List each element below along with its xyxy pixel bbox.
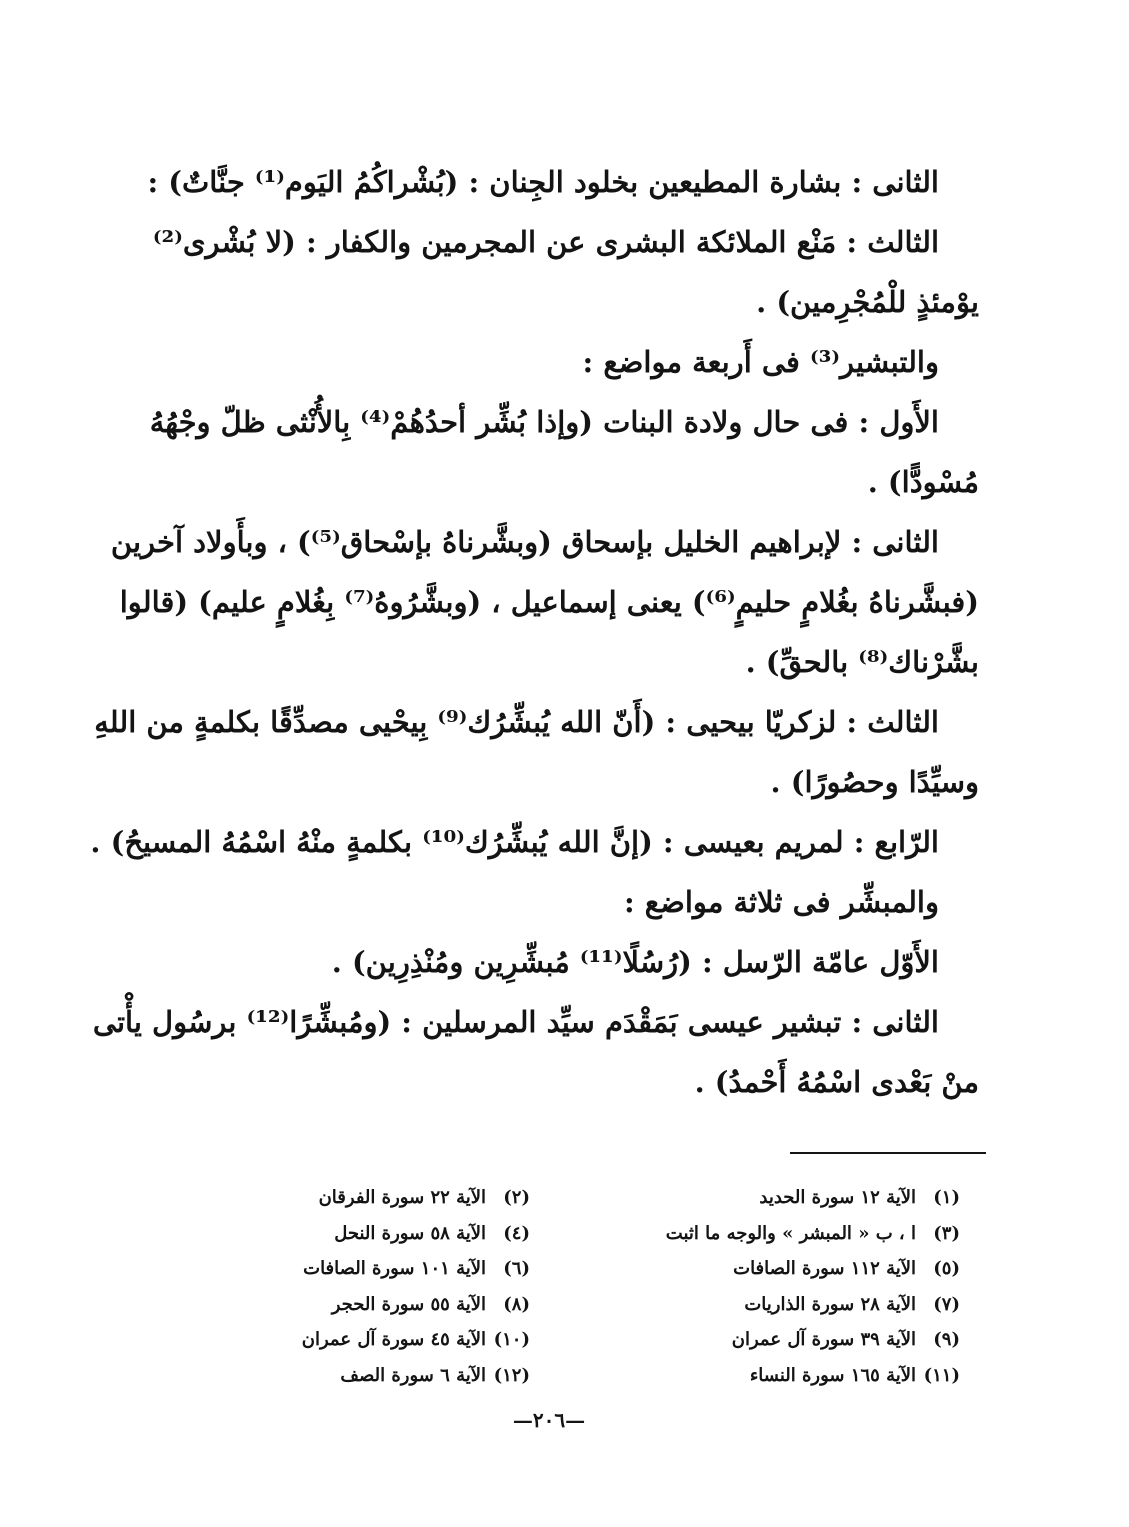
footnote [570,1180,960,1216]
footnote-number: (١٢) [493,1364,530,1386]
footnote [210,1251,530,1287]
footnote-text: الآية ٥٨ سورة النحل [334,1222,486,1244]
page-number: —٢٠٦— [512,1408,586,1432]
footnote-text: الآية ٤٥ سورة آل عمران [301,1329,486,1350]
footnote-separator [790,1152,986,1154]
footnote-number: (٢) [503,1187,530,1208]
text-line: الثانى : بشارة المطيعين بخلود الجِنان : (بُشْراكُمُ اليَوم⁽¹⁾ جنَّاتٌ) : [147,165,939,199]
footnote-text: الآية ٥٥ سورة الحجر [331,1293,486,1315]
text-line: الثالث : مَنْع الملائكة البشرى عن المجرمين والكفار : (لا بُشْرى⁽²⁾ [152,225,939,259]
text-line: مُسْودًّا) . [867,465,979,499]
footnote [210,1287,530,1323]
footnote [570,1216,960,1252]
footnote-text: الآية ١٢ سورة الحديد [759,1187,916,1208]
footnote [210,1216,530,1252]
text-line: الثالث : لزكريّا بيحيى : (أَنّ الله يُبشِّرُك⁽⁹⁾ بِيحْيى مصدِّقًا بكلمةٍ من اللهِ [94,705,939,739]
footnote-text: الآية ٦ سورة الصف [340,1364,486,1386]
main-text [90,152,979,1112]
footnote-text: الآية ١٠١ سورة الصافات [303,1258,486,1279]
footnote-text: الآية ٢٢ سورة الفرقان [318,1187,486,1208]
footnotes-right-column [570,1180,960,1393]
footnote-number: (١٠) [493,1329,530,1350]
text-line: والتبشير⁽³⁾ فى أَربعة مواضع : [582,345,939,379]
text-line: الرّابع : لمريم بعيسى : (إنَّ الله يُبشِّرُك⁽¹⁰⁾ بكلمةٍ منْهُ اسْمُهُ المسيحُ) . [90,825,939,859]
text-line: بشَّرْناك⁽⁸⁾ بالحقِّ) . [745,645,979,679]
footnote-number: (٩) [933,1329,960,1350]
footnote [570,1322,960,1358]
text-line: الثانى : لإبراهيم الخليل بإسحاق (وبشَّرناهُ بإسْحاق⁽⁵⁾) ، وبأَولاد آخرين [110,525,939,559]
footnote-number: (٥) [933,1258,960,1279]
footnote [210,1180,530,1216]
footnotes-left-column [210,1180,530,1393]
footnote-text: الآية ٢٨ سورة الذاريات [744,1293,916,1315]
text-line: منْ بَعْدى اسْمُهُ أَحْمدُ) . [694,1065,979,1099]
footnote-text: ا ، ب « المبشر » والوجه ما اثبت [665,1222,916,1244]
text-line: الأَوّل عامّة الرّسل : (رُسُلًا⁽¹¹⁾ مُبشِّرِين ومُنْذِرِين) . [331,945,939,979]
footnote-number: (٣) [933,1222,960,1244]
text-line: (فبشَّرناهُ بغُلامٍ حليمٍ⁽⁶⁾) يعنى إسماعيل ، (وبشَّرُوهُ⁽⁷⁾ بِغُلامٍ عليم) (قالوا [119,585,979,619]
text-line: الثانى : تبشير عيسى بَمَقْدَم سيِّد المرسلين : (ومُبشِّرًا⁽¹²⁾ برسُول يأْتى [92,1005,939,1039]
footnote-text: الآية ٣٩ سورة آل عمران [731,1329,916,1350]
footnote [570,1287,960,1323]
footnote-text: الآية ١٦٥ سورة النساء [749,1364,916,1386]
text-line: وسيِّدًا وحصُورًا) . [770,765,979,799]
footnote-number: (٨) [503,1293,530,1315]
text-line: الأَول : فى حال ولادة البنات (وإذا بُشِّر أحدُهُمْ⁽⁴⁾ بِالأُنْثى ظلّ وجْهُهُ [149,405,939,439]
footnote-number: (١١) [923,1364,960,1386]
footnote-text: الآية ١١٢ سورة الصافات [733,1258,916,1279]
text-line: والمبشِّر فى ثلاثة مواضع : [623,885,939,919]
footnote-number: (٧) [933,1293,960,1315]
footnote [210,1358,530,1394]
footnote [570,1251,960,1287]
footnote-number: (٤) [503,1222,530,1244]
footnote-number: (٦) [503,1258,530,1279]
footnote [210,1322,530,1358]
text-line: يوْمئذٍ للْمُجْرِمين) . [756,285,979,319]
footnote [570,1358,960,1394]
footnote-number: (١) [933,1187,960,1208]
